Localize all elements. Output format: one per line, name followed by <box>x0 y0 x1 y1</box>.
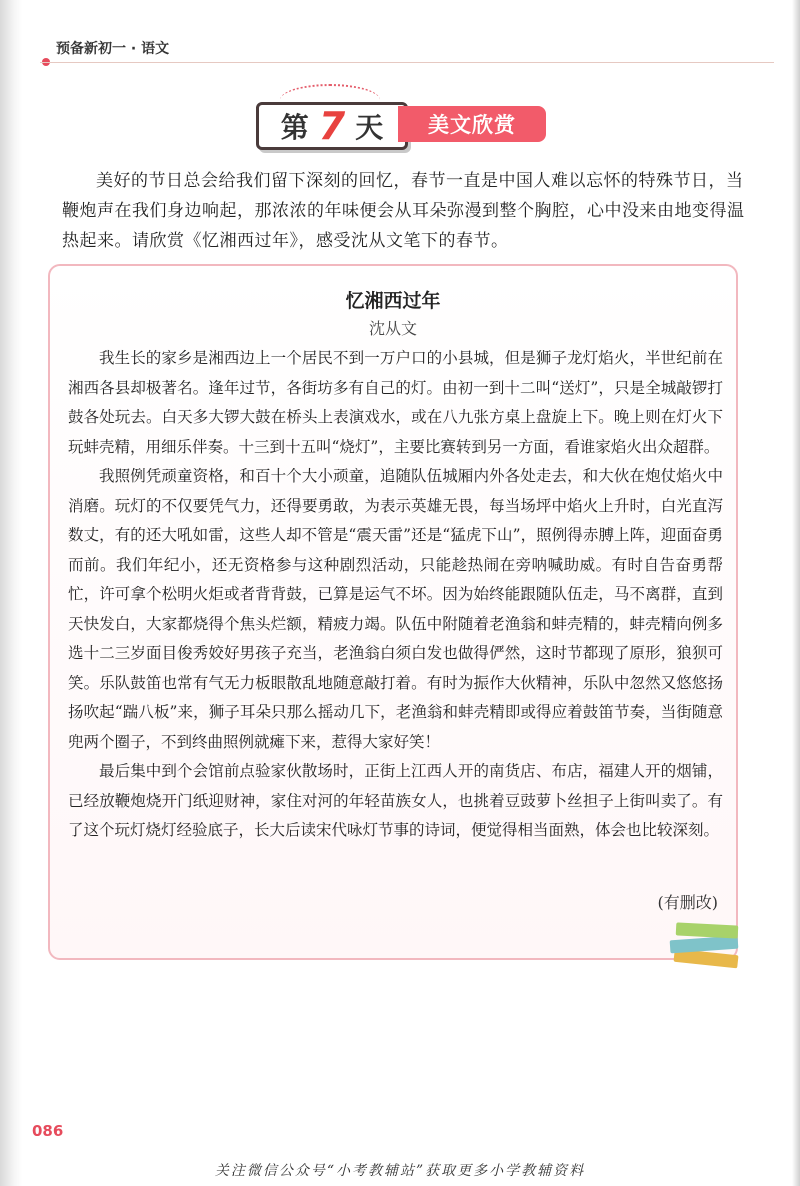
day-badge <box>256 102 408 150</box>
section-title: 美文欣赏 <box>398 106 546 142</box>
day-banner <box>250 98 550 150</box>
books-stack-icon <box>668 918 748 978</box>
edit-note: (有删改) <box>657 893 718 912</box>
reading-card <box>48 264 738 960</box>
footer-watermark-text: 关注微信公众号“小考教辅站”获取更多小学教辅资料 <box>214 1163 586 1179</box>
article-body <box>68 344 723 846</box>
article-paragraph: 我照例凭顽童资格，和百十个大小顽童，追随队伍城厢内外各处走去，和大伙在炮仗焰火中消磨。玩灯的不仅要凭气力，还得要勇敢，为表示英雄无畏，每当场坪中焰火上升时，白光直泻数丈，有的还大吼如雷，这些人却不管是“震天雷”还是“猛虎下山”，照例得赤膊上阵，迎面奋勇而前。我们年纪小，还无资格参与这种剧烈活动，只能趁热闹在旁呐喊助威。有时自告奋勇帮忙，许可拿个松明火炬或者背背鼓，已算是运气不坏。因为始终能跟随队伍走，马不离群，直到天快发白，大家都烧得个焦头烂额，精疲力竭。队伍中附随着老渔翁和蚌壳精的，蚌壳精向例多选十二三岁面目俊秀姣好男孩子充当，老渔翁白须白发也做得俨然，这时节都现了原形，狼狈可笑。乐队鼓笛也常有气无力板眼散乱地随意敲打着。有时为振作大伙精神，乐队中忽然又悠悠扬扬吹起“踹八板”来，狮子耳朵只那么摇动几下，老渔翁和蚌壳精即或得应着鼓笛节奏，当街随意兜两个圈子，不到终曲照例就瘫下来，惹得大家好笑！ <box>68 467 723 751</box>
day-prefix: 第 <box>280 111 309 144</box>
intro-paragraph: 美好的节日总会给我们留下深刻的回忆，春节一直是中国人难以忘怀的特殊节日，当鞭炮声在我们身边响起，那浓浓的年味便会从耳朵弥漫到整个胸腔，心中没来由地变得温热起来。请欣赏《忆湘西过年》，感受沈从文笔下的春节。 <box>62 171 745 251</box>
article-paragraph: 最后集中到个会馆前点验家伙散场时，正街上江西人开的南货店、布店，福建人开的烟铺，已经放鞭炮烧开门纸迎财神，家住对河的年轻苗族女人，也挑着豆豉萝卜丝担子上街叫卖了。有了这个玩灯烧灯经验底子，长大后读宋代咏灯节事的诗词，便觉得相当面熟，体会也比较深刻。 <box>68 762 723 839</box>
day-suffix: 天 <box>355 111 384 144</box>
article-title: 忆湘西过年 <box>345 290 441 312</box>
page-number: 086 <box>32 1122 64 1140</box>
header-divider <box>40 62 774 63</box>
article-paragraph: 我生长的家乡是湘西边上一个居民不到一万户口的小县城，但是狮子龙灯焰火，半世纪前在湘西各县却极著名。逢年过节，各街坊多有自己的灯。由初一到十二叫“送灯”，只是全城敲锣打鼓各处玩去。白天多大锣大鼓在桥头上表演戏水，或在八九张方桌上盘旋上下。晚上则在灯火下玩蚌壳精，用细乐伴奏。十三到十五叫“烧灯”，主要比赛转到另一方面，看谁家焰火出众超群。 <box>68 349 723 456</box>
page-spine-shadow <box>0 0 22 1186</box>
book-icon <box>676 922 739 938</box>
page-right-edge <box>792 0 800 1186</box>
day-number: 7 <box>318 104 346 148</box>
book-label: 预备新初一 · 语文 <box>56 41 170 57</box>
book-icon <box>670 936 739 954</box>
article-author: 沈从文 <box>368 319 417 338</box>
